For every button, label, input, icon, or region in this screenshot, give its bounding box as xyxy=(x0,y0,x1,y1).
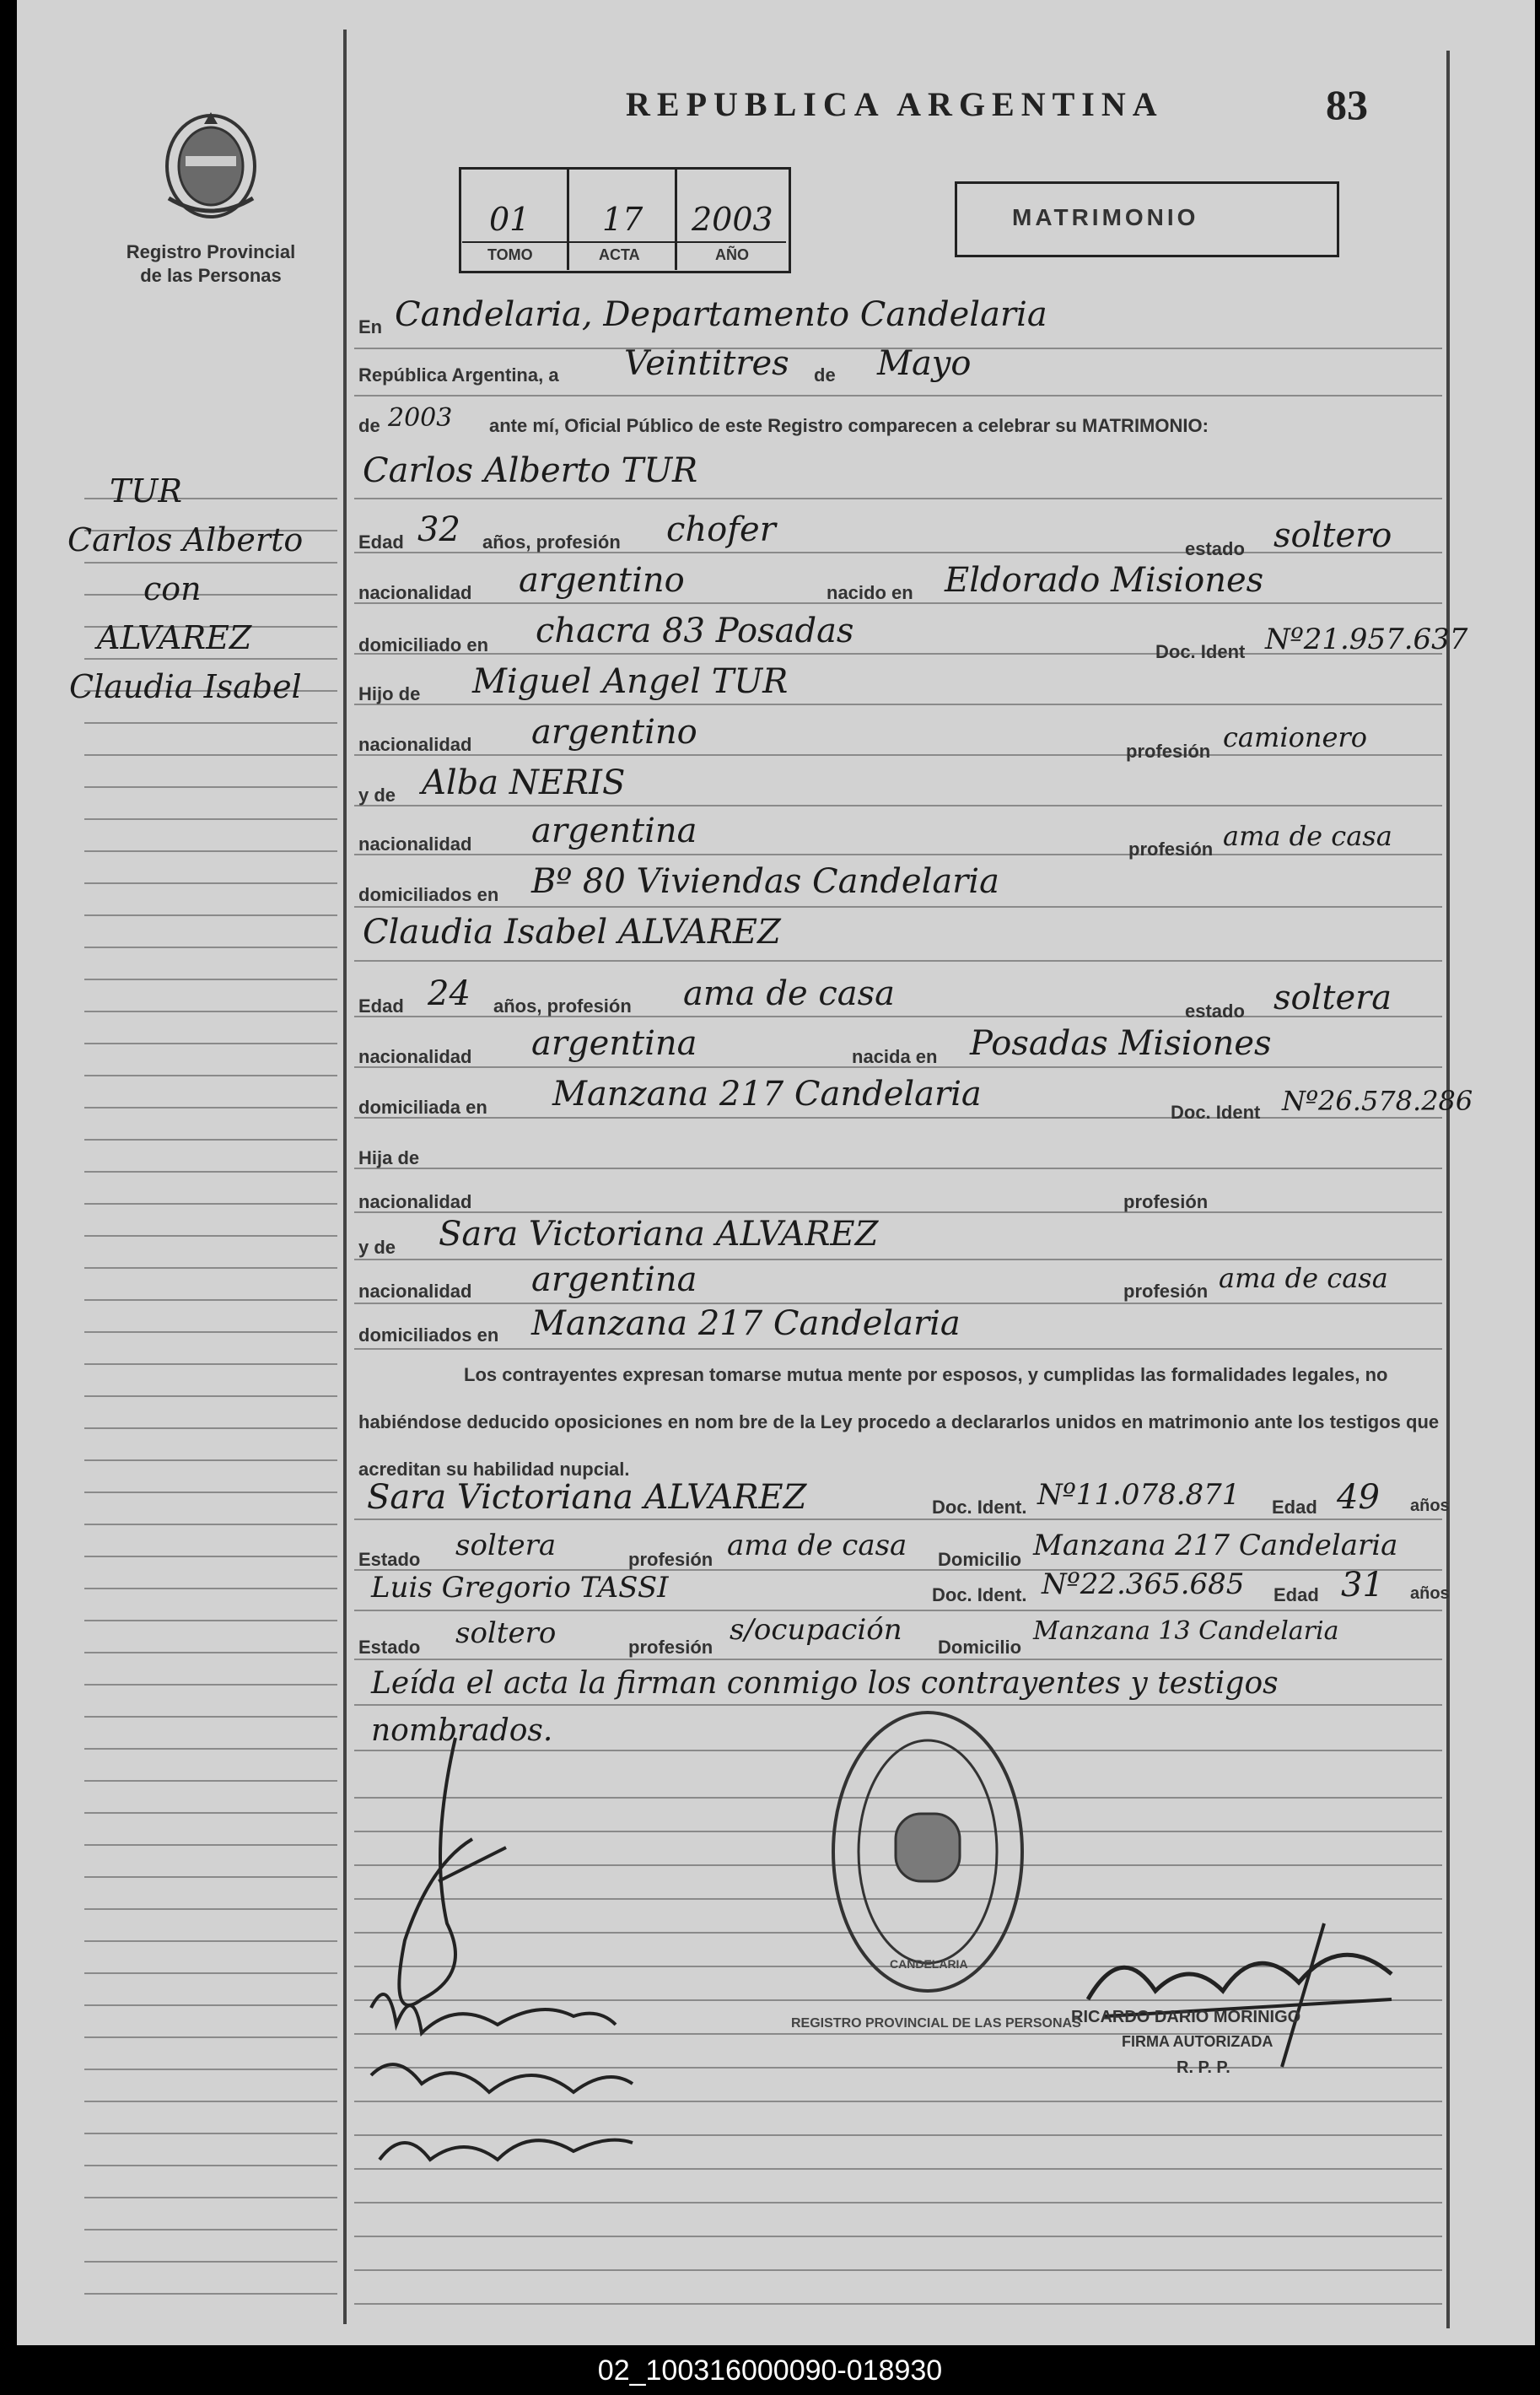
label-nacionalidad: nacionalidad xyxy=(358,1281,472,1302)
witness1-age: 49 xyxy=(1337,1478,1380,1517)
act-place: Candelaria, Departamento Candelaria xyxy=(395,295,1047,334)
label-doc-ident: Doc. Ident xyxy=(1155,641,1246,662)
label-nacionalidad: nacionalidad xyxy=(358,582,472,603)
tomo-label: TOMO xyxy=(487,246,533,263)
label-domiciliada-en: domiciliada en xyxy=(358,1097,487,1118)
margin-rule-line xyxy=(84,1972,337,1974)
seal-text: REGISTRO PROVINCIAL DE LAS PERSONAS xyxy=(791,2016,1081,2031)
margin-rule-line xyxy=(84,1876,337,1878)
witness1-status: soltera xyxy=(455,1529,557,1562)
official-office: R. P. P. xyxy=(1177,2058,1230,2077)
body-rule-line xyxy=(354,906,1442,908)
label-domicilio: Domicilio xyxy=(938,1549,1022,1570)
bride-status: soltera xyxy=(1273,979,1392,1017)
groom-mother-nationality: argentina xyxy=(531,812,697,850)
ano-label: AÑO xyxy=(715,246,749,263)
margin-rule-line xyxy=(84,1491,337,1493)
label-republica: República Argentina, a xyxy=(358,364,559,386)
page-number: 83 xyxy=(1326,81,1368,128)
act-day: Veintitres xyxy=(624,344,789,383)
body-rule-line xyxy=(354,2236,1442,2237)
margin-rule-line xyxy=(84,882,337,884)
document-page xyxy=(17,0,1535,2345)
margin-rule-line xyxy=(84,1588,337,1589)
body-rule-line xyxy=(354,395,1442,396)
witness1-name: Sara Victoriana ALVAREZ xyxy=(367,1478,807,1517)
body-rule-line xyxy=(354,1348,1442,1350)
label-profesion: profesión xyxy=(1123,1281,1209,1302)
body-rule-line xyxy=(354,1518,1442,1520)
groom-mother: Alba NERIS xyxy=(422,763,626,802)
label-edad: Edad xyxy=(1272,1497,1317,1518)
label-anos: años xyxy=(1410,1497,1450,1515)
margin-rule-line xyxy=(84,1780,337,1782)
record-divider xyxy=(675,169,677,270)
label-profesion: profesión xyxy=(628,1549,713,1570)
body-rule-line xyxy=(354,960,1442,962)
registry-name xyxy=(101,240,320,288)
body-rule-line xyxy=(354,754,1442,756)
witness2-age: 31 xyxy=(1341,1566,1384,1605)
margin-rule-line xyxy=(84,1107,337,1108)
ano-value: 2003 xyxy=(692,201,773,238)
label-estado: estado xyxy=(1185,538,1245,559)
witness2-status: soltero xyxy=(455,1616,557,1650)
margin-rule-line xyxy=(84,947,337,948)
label-domiciliados-en: domiciliados en xyxy=(358,1324,499,1346)
margin-rule-line xyxy=(84,2293,337,2295)
label-doc-ident: Doc. Ident. xyxy=(932,1584,1027,1605)
registry-seal-icon xyxy=(827,1704,1029,1999)
margin-rule-line xyxy=(84,818,337,820)
margin-line xyxy=(343,30,347,2324)
groom-nationality: argentino xyxy=(519,561,685,600)
label-doc-ident: Doc. Ident. xyxy=(932,1497,1027,1518)
groom-address: chacra 83 Posadas xyxy=(536,612,854,650)
margin-rule-line xyxy=(84,1139,337,1141)
label-de-year: de xyxy=(358,415,380,436)
label-edad: Edad xyxy=(358,995,404,1017)
body-rule-line xyxy=(354,704,1442,705)
margin-rule-line xyxy=(84,1620,337,1621)
margin-rule-line xyxy=(84,1716,337,1718)
margin-rule-line xyxy=(84,1684,337,1686)
margin-rule-line xyxy=(84,1235,337,1237)
label-nacido-en: nacido en xyxy=(827,582,913,603)
witness2-name: Luis Gregorio TASSI xyxy=(371,1571,669,1605)
margin-rule-line xyxy=(84,850,337,852)
margin-rule-line xyxy=(84,1812,337,1814)
margin-rule-line xyxy=(84,1427,337,1429)
closing-text: Leída el acta la firman conmigo los contrayentes y testigos nombrados. xyxy=(371,1666,1279,1748)
margin-rule-line xyxy=(84,1908,337,1910)
margin-surname2: ALVAREZ xyxy=(97,619,252,656)
margin-rule-line xyxy=(84,2165,337,2166)
margin-rule-line xyxy=(84,1940,337,1942)
registry-line1: Registro Provincial xyxy=(126,241,296,262)
label-estado: estado xyxy=(1185,1001,1245,1022)
label-anos: años xyxy=(1410,1584,1450,1603)
margin-rule-line xyxy=(84,1556,337,1557)
body-rule-line xyxy=(354,854,1442,855)
groom-name: Carlos Alberto TUR xyxy=(363,451,698,490)
margin-rule-line xyxy=(84,1748,337,1750)
groom-doc: Nº21.957.637 xyxy=(1265,623,1468,656)
official-name: RICARDO DARIO MORINIGO xyxy=(1071,2008,1301,2026)
margin-rule-line xyxy=(84,1043,337,1044)
label-de: de xyxy=(814,364,836,386)
label-domicilio: Domicilio xyxy=(938,1637,1022,1658)
margin-rule-line xyxy=(84,1011,337,1012)
registry-line2: de las Personas xyxy=(140,265,282,286)
witness1-profession: ama de casa xyxy=(727,1529,907,1562)
margin-rule-line xyxy=(84,786,337,788)
margin-rule-line xyxy=(84,1524,337,1525)
margin-rule-line xyxy=(84,1395,337,1397)
margin-rule-line xyxy=(84,1363,337,1365)
body-rule-line xyxy=(354,2303,1442,2305)
margin-rule-line xyxy=(84,2197,337,2198)
acta-value: 17 xyxy=(602,201,643,238)
margin-con: con xyxy=(143,570,202,607)
label-nacionalidad: nacionalidad xyxy=(358,833,472,855)
margin-rule-line xyxy=(84,2101,337,2102)
label-nacionalidad: nacionalidad xyxy=(358,734,472,755)
groom-status: soltero xyxy=(1273,516,1392,555)
label-nacionalidad: nacionalidad xyxy=(358,1046,472,1067)
witness1-address: Manzana 217 Candelaria xyxy=(1033,1529,1398,1562)
label-y-de: y de xyxy=(358,1237,396,1258)
margin-rule-line xyxy=(84,1459,337,1461)
label-edad: Edad xyxy=(358,531,404,553)
body-rule-line xyxy=(354,1610,1442,1611)
label-profesion: profesión xyxy=(628,1637,713,1658)
body-rule-line xyxy=(354,1168,1442,1169)
label-profesion: profesión xyxy=(1128,839,1214,860)
label-anos-profesion: años, profesión xyxy=(482,531,621,553)
record-divider xyxy=(567,169,569,270)
acta-label: ACTA xyxy=(599,246,640,263)
footer-code: 02_100316000090-018930 xyxy=(0,2347,1540,2395)
margin-rule-line xyxy=(84,2036,337,2038)
margin-rule-line xyxy=(84,658,337,660)
declaration-paragraph: Los contrayentes expresan tomarse mutua mente por esposos, y cumplidas las formalidades legales, no habiéndose deducido oposiciones en nom bre de la Ley procedo a declararlos unidos en matrimonio ante los testigos que acreditan su habilidad nupcial. xyxy=(358,1364,1440,1480)
groom-father-profession: camionero xyxy=(1223,721,1367,753)
witness1-doc: Nº11.078.871 xyxy=(1037,1478,1241,1512)
margin-rule-line xyxy=(84,2133,337,2134)
margin-rule-line xyxy=(84,1203,337,1205)
witness2-address: Manzana 13 Candelaria xyxy=(1033,1616,1339,1646)
margin-rule-line xyxy=(84,754,337,756)
bride-birthplace: Posadas Misiones xyxy=(970,1024,1272,1063)
country-title: REPUBLICA ARGENTINA xyxy=(626,85,1164,123)
label-domiciliado-en: domiciliado en xyxy=(358,634,489,655)
margin-rule-line xyxy=(84,1171,337,1173)
label-ante-mi: ante mí, Oficial Público de este Registro comparecen a celebrar su MATRIMONIO: xyxy=(489,415,1209,436)
margin-rule-line xyxy=(84,1267,337,1269)
label-edad: Edad xyxy=(1273,1584,1319,1605)
body-rule-line xyxy=(354,2202,1442,2204)
bride-nationality: argentina xyxy=(531,1024,697,1063)
label-anos-profesion: años, profesión xyxy=(493,995,632,1017)
label-profesion: profesión xyxy=(1126,741,1211,762)
bride-parents-address: Manzana 217 Candelaria xyxy=(531,1304,961,1343)
bride-address: Manzana 217 Candelaria xyxy=(552,1075,982,1114)
groom-age: 32 xyxy=(417,510,460,549)
body-rule-line xyxy=(354,805,1442,806)
margin-rule-line xyxy=(84,1652,337,1653)
label-estado-cap: Estado xyxy=(358,1549,421,1570)
body-rule-line xyxy=(354,1259,1442,1260)
act-month: Mayo xyxy=(877,344,972,383)
groom-profession: chofer xyxy=(666,510,776,549)
label-hija-de: Hija de xyxy=(358,1147,420,1168)
margin-rule-line xyxy=(84,1299,337,1301)
margin-rule-line xyxy=(84,979,337,980)
body-rule-line xyxy=(354,1117,1442,1119)
witness2-profession: s/ocupación xyxy=(730,1613,902,1647)
margin-rule-line xyxy=(84,722,337,724)
label-y-de: y de xyxy=(358,785,396,806)
margin-name1: Carlos Alberto xyxy=(67,521,304,558)
label-nacida-en: nacida en xyxy=(852,1046,938,1067)
groom-birthplace: Eldorado Misiones xyxy=(945,561,1264,600)
right-border-line xyxy=(1446,51,1450,2328)
margin-rule-line xyxy=(84,1075,337,1076)
bride-age: 24 xyxy=(428,974,471,1013)
tomo-value: 01 xyxy=(489,201,530,238)
seal-center: CANDELARIA xyxy=(890,1957,968,1971)
bride-mother-profession: ama de casa xyxy=(1219,1262,1388,1294)
margin-rule-line xyxy=(84,2069,337,2070)
witness2-doc: Nº22.365.685 xyxy=(1042,1567,1245,1601)
bride-mother: Sara Victoriana ALVAREZ xyxy=(439,1215,879,1254)
label-en: En xyxy=(358,316,383,337)
margin-surname1: TUR xyxy=(110,472,182,510)
label-profesion: profesión xyxy=(1123,1191,1209,1212)
bride-name: Claudia Isabel ALVAREZ xyxy=(363,913,781,952)
groom-mother-profession: ama de casa xyxy=(1223,820,1392,852)
label-domiciliados-en: domiciliados en xyxy=(358,884,499,905)
margin-rule-line xyxy=(84,914,337,916)
margin-name2: Claudia Isabel xyxy=(69,668,302,705)
margin-rule-line xyxy=(84,562,337,564)
label-estado-cap: Estado xyxy=(358,1637,421,1658)
record-rule xyxy=(462,241,786,243)
bride-mother-nationality: argentina xyxy=(531,1260,697,1299)
body-rule-line xyxy=(354,1211,1442,1213)
official-title: FIRMA AUTORIZADA xyxy=(1122,2033,1273,2050)
body-rule-line xyxy=(354,2269,1442,2271)
margin-rule-line xyxy=(84,1844,337,1846)
bride-doc: Nº26.578.286 xyxy=(1282,1085,1473,1117)
bride-profession: ama de casa xyxy=(683,974,895,1013)
coat-of-arms-icon xyxy=(152,105,270,224)
groom-father-nationality: argentino xyxy=(531,713,697,752)
label-doc-ident: Doc. Ident xyxy=(1171,1102,1261,1123)
signatures-drawing xyxy=(354,1721,734,2193)
groom-parents-address: Bº 80 Viviendas Candelaria xyxy=(531,862,999,901)
margin-rule-line xyxy=(84,594,337,596)
label-hijo-de: Hijo de xyxy=(358,683,421,704)
margin-rule-line xyxy=(84,2004,337,2006)
groom-father: Miguel Angel TUR xyxy=(472,662,789,701)
act-year: 2003 xyxy=(388,403,453,433)
document-type: MATRIMONIO xyxy=(1012,204,1199,230)
margin-rule-line xyxy=(84,1331,337,1333)
margin-rule-line xyxy=(84,2261,337,2263)
label-nacionalidad: nacionalidad xyxy=(358,1191,472,1212)
margin-rule-line xyxy=(84,2229,337,2230)
body-rule-line xyxy=(354,498,1442,499)
